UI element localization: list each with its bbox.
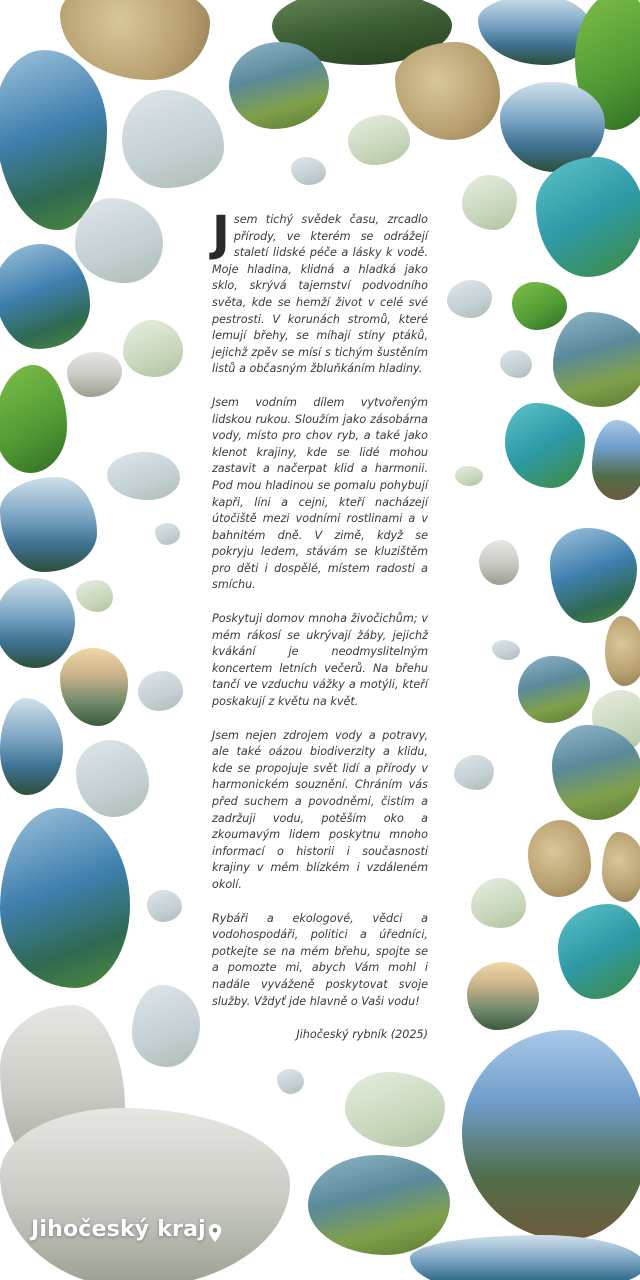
landscape-photo xyxy=(0,50,107,230)
landscape-photo xyxy=(0,808,130,988)
landscape-photo xyxy=(76,740,149,817)
landscape-photo xyxy=(512,282,567,330)
landscape-photo xyxy=(0,1108,290,1280)
landscape-photo xyxy=(518,656,590,723)
landscape-photo xyxy=(0,365,67,473)
paragraph-3: Poskytuji domov mnoha živočichům; v mém rákosí se ukrývají žáby, jejichž kvákání je neodmyslitelným koncertem letních večerů. Na břehu tančí ve vzduchu vážky a motýli, kteří poskakují z květu na květ. xyxy=(212,612,428,709)
landscape-photo xyxy=(592,420,640,500)
landscape-photo xyxy=(471,878,526,928)
landscape-photo xyxy=(277,1069,304,1094)
paragraph-2: Jsem vodním dílem vytvořeným lidskou rukou. Sloužím jako zásobárna vody, místo pro chov ryb, a také jako klenot krajiny, kde se lidé mohou zastavit a načerpat klid a harmonii. Pod mou hladinou se pomalu pohybují kapři, líni a cejni, kteří nacházejí útočiště mezi vodními rostlinami a v bahnitém dně. V zimě, když se pokryju ledem, stávám se kluzištěm pro děti i dospělé, místem radosti a smíchu. xyxy=(212,395,428,592)
region-logo[interactable] xyxy=(31,1216,222,1242)
signature: Jihočeský rybník (2025) xyxy=(296,1028,428,1042)
logo-text: Jihočeský kraj xyxy=(31,1216,206,1242)
landscape-photo xyxy=(553,312,640,407)
landscape-photo xyxy=(122,90,224,188)
landscape-photo xyxy=(138,671,183,711)
landscape-photo xyxy=(348,115,410,165)
paragraph-1 xyxy=(212,206,428,378)
drop-cap: J xyxy=(212,206,230,262)
landscape-photo xyxy=(462,1030,640,1240)
landscape-photo xyxy=(558,904,640,999)
landscape-photo xyxy=(107,452,180,500)
landscape-photo xyxy=(602,832,640,902)
paragraph-4: Jsem nejen zdrojem vody a potravy, ale také oázou biodiverzity a klidu, kde se propojuje svět lidí a přírody v harmonickém souznění. Chráním vás před suchem a povodněmi, čistím a zadržuji vodu, potěším oko a zkoumavým lidem poskytnu mnoho informací o historii i současnosti krajiny v mém blízkém i vzdáleném okolí. xyxy=(212,728,428,891)
landscape-photo xyxy=(0,244,90,349)
landscape-photo xyxy=(454,755,494,790)
landscape-photo xyxy=(550,528,637,623)
landscape-photo xyxy=(308,1155,450,1255)
landscape-photo xyxy=(67,352,122,397)
paragraph-1-text: sem tichý svědek času, zrcadlo přírody, ve kterém se odrážejí staletí lidské péče a lásky k vodě. Moje hladina, klidná a hladká jako sklo, skrývá tajemství podvodního světa, kde se hemží život v celé své pestrosti. V korunách stromů, které lemují břehy, se míhají stíny ptáků, jejichž zpěv se mísí s tichým šustěním listů a občasným žbluňkáním hladiny. xyxy=(212,213,428,376)
landscape-photo xyxy=(467,962,539,1030)
landscape-photo xyxy=(76,580,113,612)
landscape-photo xyxy=(0,477,97,572)
landscape-photo xyxy=(492,640,520,660)
landscape-photo xyxy=(552,725,640,820)
landscape-photo xyxy=(0,698,63,795)
landscape-photo xyxy=(123,320,183,377)
landscape-photo xyxy=(536,157,640,277)
landscape-photo xyxy=(455,466,483,486)
landscape-photo xyxy=(447,280,492,318)
poem-text xyxy=(212,206,428,1061)
landscape-photo xyxy=(147,890,182,922)
landscape-photo xyxy=(528,820,591,897)
landscape-photo xyxy=(291,157,326,185)
landscape-photo xyxy=(60,648,128,726)
landscape-photo xyxy=(0,578,75,668)
landscape-photo xyxy=(410,1235,640,1280)
landscape-photo xyxy=(395,42,500,140)
landscape-photo xyxy=(505,403,585,488)
landscape-photo xyxy=(479,540,519,585)
landscape-photo xyxy=(132,985,200,1067)
landscape-photo xyxy=(75,198,163,283)
paragraph-5: Rybáři a ekologové, vědci a vodohospodáři, politici a úředníci, potkejte se na mém břehu, spojte se a pomozte mi, abych Vám mohl i nadále vyváženě poskytovat svoje služby. Vždyť jde hlavně o Vaši vodu! xyxy=(212,911,428,1008)
location-pin-icon xyxy=(208,1224,222,1242)
landscape-photo xyxy=(229,42,329,129)
landscape-photo xyxy=(345,1072,445,1147)
landscape-photo xyxy=(605,616,640,686)
landscape-photo xyxy=(462,175,517,230)
landscape-photo xyxy=(500,350,532,378)
landscape-photo xyxy=(155,523,180,545)
